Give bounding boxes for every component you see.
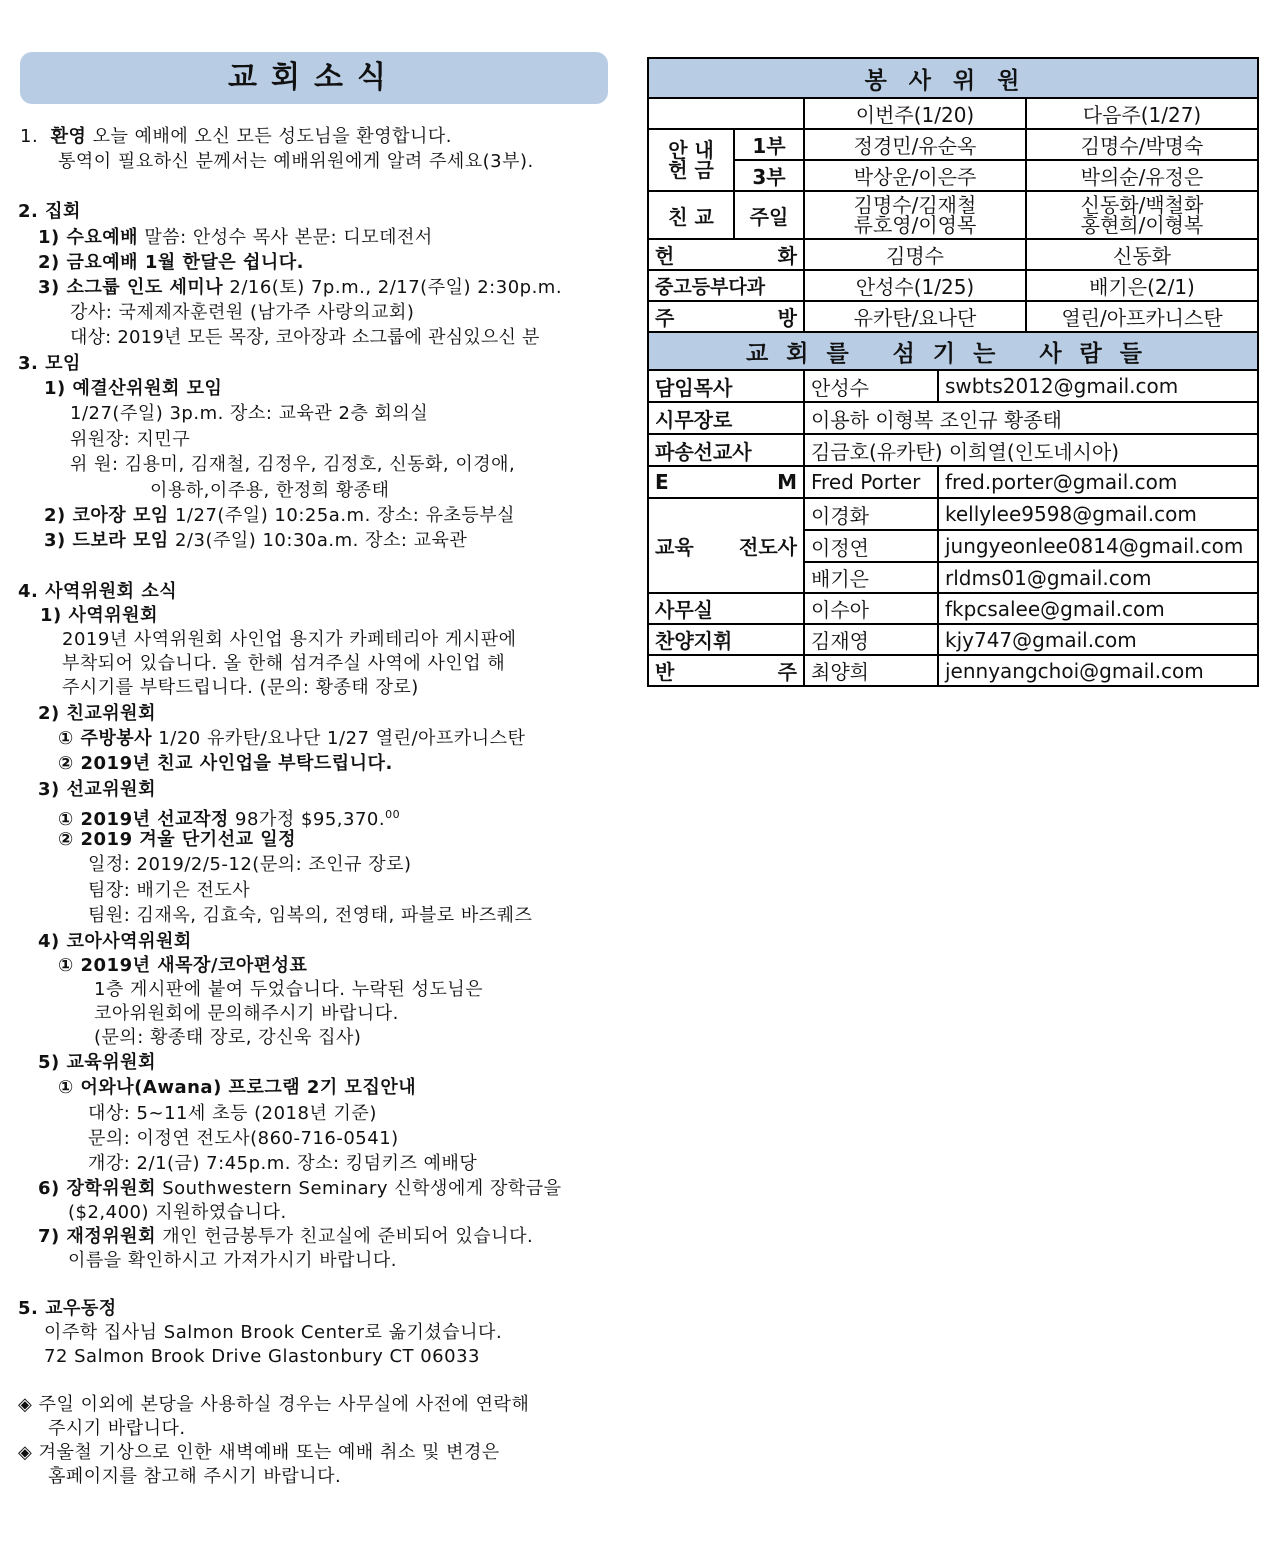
seminar-speaker: 강사: 국제제자훈련원 (남가주 사랑의교회) xyxy=(70,302,415,323)
staff-email[interactable]: rldms01@gmail.com xyxy=(938,562,1258,593)
fellowship-committee-title: 2) 친교위원회 xyxy=(38,703,156,724)
staff-email[interactable]: kjy747@gmail.com xyxy=(938,624,1258,655)
staff-table xyxy=(647,331,1259,687)
staff-title: 교회를 섬기는 사람들 xyxy=(648,332,1258,370)
budget-meeting-time: 1/27(주일) 3p.m. 장소: 교육관 2층 회의실 xyxy=(70,403,429,424)
r1-next: 김명수/박명숙 xyxy=(1026,129,1258,160)
budget-meeting-members: 위 원: 김용미, 김재철, 김정우, 김정호, 신동화, 이경애, xyxy=(70,454,516,475)
staff-name: 최양희 xyxy=(804,655,938,686)
meetings-heading: 3. 모임 xyxy=(18,353,81,374)
r4-next: 신동화 xyxy=(1026,239,1258,270)
ministry-committee-title: 1) 사역위원회 xyxy=(40,605,158,626)
staff-email[interactable]: kellylee9598@gmail.com xyxy=(938,498,1258,530)
awana-contact: 문의: 이정연 전도사(860-716-0541) xyxy=(88,1128,399,1149)
r5-next: 배기은(2/1) xyxy=(1026,270,1258,301)
r3-next: 신동화/백철화 홍현희/이형복 xyxy=(1026,191,1258,239)
this-week-header: 이번주(1/20) xyxy=(804,98,1026,129)
staff-email[interactable]: fred.porter@gmail.com xyxy=(938,466,1258,498)
role-missionaries: 파송선교사 xyxy=(648,434,804,466)
r1-this: 정경민/유순옥 xyxy=(804,129,1026,160)
role-choir-director: 찬양지휘 xyxy=(648,624,804,655)
core-roster-line-1: 1층 게시판에 붙여 두었습니다. 누락된 성도님은 xyxy=(94,979,484,1000)
fellowship-signup: ② 2019년 친교 사인업을 부탁드립니다. xyxy=(58,753,393,774)
staff-email[interactable]: jennyangchoi@gmail.com xyxy=(938,655,1258,686)
mission-schedule: 일정: 2019/2/5-12(문의: 조인규 장로) xyxy=(88,854,412,875)
scholarship-line-2: ($2,400) 지원하였습니다. xyxy=(68,1202,287,1223)
gathering-item-3: 3) 소그룹 인도 세미나 2/16(토) 7p.m., 2/17(주일) 2:30p.m. xyxy=(38,277,563,298)
usher-offering-label: 안 내 헌 금 xyxy=(648,129,734,191)
core-roster-title: ① 2019년 새목장/코아편성표 xyxy=(58,955,308,976)
note-2: ◈ 겨울철 기상으로 인한 새벽예배 또는 예배 취소 및 변경은 xyxy=(18,1442,500,1463)
note-2-line-2: 홈페이지를 참고해 주시기 바랍니다. xyxy=(48,1466,342,1487)
budget-meeting-title: 1) 예결산위원회 모임 xyxy=(44,378,223,399)
gathering-item-1: 1) 수요예배 말씀: 안성수 목사 본문: 디모데전서 xyxy=(38,227,433,248)
youth-snack-label: 중고등부다과 xyxy=(648,270,804,301)
ministry-committee-line-2: 부착되어 있습니다. 올 한해 섬겨주실 사역에 사인업 해 xyxy=(62,653,506,674)
budget-meeting-chair: 위원장: 지민구 xyxy=(70,429,191,450)
r6-next: 열린/아프카니스탄 xyxy=(1026,301,1258,332)
section-number: 1. xyxy=(20,126,39,147)
scholarship-line: 6) 장학위원회 Southwestern Seminary 신학생에게 장학금을 xyxy=(38,1178,562,1199)
mission-members: 팀원: 김재옥, 김효숙, 임복의, 전영태, 파블로 바즈퀘즈 xyxy=(88,905,533,926)
awana-target: 대상: 5~11세 초등 (2018년 기준) xyxy=(88,1103,377,1124)
gathering-heading: 2. 집회 xyxy=(18,201,81,222)
members-news-line-1: 이주학 집사님 Salmon Brook Center로 옮기셨습니다. xyxy=(44,1322,503,1343)
core-leader-meeting: 2) 코아장 모임 1/27(주일) 10:25a.m. 장소: 유초등부실 xyxy=(44,505,516,526)
service-volunteers-title: 봉사위원 xyxy=(648,58,1258,98)
r2-next: 박의순/유정은 xyxy=(1026,160,1258,191)
members-news-heading: 5. 교우동정 xyxy=(18,1298,117,1319)
core-roster-line-2: 코아위원회에 문의해주시기 바랍니다. xyxy=(94,1003,399,1024)
awana-start: 개강: 2/1(금) 7:45p.m. 장소: 킹덤키즈 예배당 xyxy=(88,1153,478,1174)
missionaries-names: 김금호(유카탄) 이희열(인도네시아) xyxy=(804,434,1258,466)
staff-name: 이경화 xyxy=(804,498,938,530)
welcome-text: 오늘 예배에 오신 모든 성도님을 환영합니다. xyxy=(92,126,452,147)
note-1: ◈ 주일 이외에 본당을 사용하실 경우는 사무실에 사전에 연락해 xyxy=(18,1394,530,1415)
ministry-heading: 4. 사역위원회 소식 xyxy=(18,581,178,602)
role-accompanist: 반 주 xyxy=(648,655,804,686)
short-term-mission-title: ② 2019 겨울 단기선교 일정 xyxy=(58,829,297,850)
staff-email[interactable]: fkpcsalee@gmail.com xyxy=(938,593,1258,624)
role-senior-pastor: 담임목사 xyxy=(648,370,804,402)
mission-leader: 팀장: 배기은 전도사 xyxy=(88,880,251,901)
third-service-label: 3부 xyxy=(734,160,804,191)
role-education-pastor: 교육 전도사 xyxy=(648,498,804,593)
core-ministry-title: 4) 코아사역위원회 xyxy=(38,931,192,952)
church-news-title: 교회소식 xyxy=(20,52,608,104)
sunday-label: 주일 xyxy=(734,191,804,239)
ministry-committee-line-1: 2019년 사역위원회 사인업 용지가 카페테리아 게시판에 xyxy=(62,629,517,650)
welcome-line xyxy=(20,126,452,148)
diamond-bullet-icon: ◈ xyxy=(18,1394,33,1415)
staff-email[interactable]: swbts2012@gmail.com xyxy=(938,370,1258,402)
finance-line: 7) 재정위원회 개인 헌금봉투가 친교실에 준비되어 있습니다. xyxy=(38,1226,534,1247)
staff-name: 이정연 xyxy=(804,530,938,562)
service-volunteers-table xyxy=(647,57,1259,333)
kitchen-service: ① 주방봉사 1/20 유카탄/요나단 1/27 열린/아프카니스탄 xyxy=(58,728,526,749)
gathering-item-2: 2) 금요예배 1월 한달은 쉽니다. xyxy=(38,252,304,273)
members-news-line-2: 72 Salmon Brook Drive Glastonbury CT 06033 xyxy=(44,1346,480,1367)
role-elders: 시무장로 xyxy=(648,402,804,434)
staff-email[interactable]: jungyeonlee0814@gmail.com xyxy=(938,530,1258,562)
fellowship-label: 친 교 xyxy=(648,191,734,239)
role-em: E M xyxy=(648,466,804,498)
note-1-line-2: 주시기 바랍니다. xyxy=(48,1418,186,1439)
r5-this: 안성수(1/25) xyxy=(804,270,1026,301)
awana-title: ① 어와나(Awana) 프로그램 2기 모집안내 xyxy=(58,1077,417,1098)
core-roster-line-3: (문의: 황종태 장로, 강신욱 집사) xyxy=(94,1027,362,1048)
role-office: 사무실 xyxy=(648,593,804,624)
staff-name: 안성수 xyxy=(804,370,938,402)
staff-name: Fred Porter xyxy=(804,466,938,498)
welcome-label: 환영 xyxy=(50,126,87,147)
r6-this: 유카탄/요나단 xyxy=(804,301,1026,332)
deborah-meeting: 3) 드보라 모임 2/3(주일) 10:30a.m. 장소: 교육관 xyxy=(44,530,468,551)
diamond-bullet-icon: ◈ xyxy=(18,1442,33,1463)
r2-this: 박상운/이은주 xyxy=(804,160,1026,191)
kitchen-label: 주 방 xyxy=(648,301,804,332)
ministry-committee-line-3: 주시기를 부탁드립니다. (문의: 황종태 장로) xyxy=(62,677,419,698)
mission-pledge: ① 2019년 선교작정 98가정 $95,370.00 xyxy=(58,808,401,830)
education-committee-title: 5) 교육위원회 xyxy=(38,1052,156,1073)
volunteer-and-staff-tables xyxy=(647,57,1257,687)
next-week-header: 다음주(1/27) xyxy=(1026,98,1258,129)
mission-committee-title: 3) 선교위원회 xyxy=(38,779,156,800)
elders-names: 이용하 이형복 조인규 황종태 xyxy=(804,402,1258,434)
staff-name: 이수아 xyxy=(804,593,938,624)
flower-label: 헌 화 xyxy=(648,239,804,270)
seminar-audience: 대상: 2019년 모든 목장, 코아장과 소그룹에 관심있으신 분 xyxy=(70,327,540,348)
staff-name: 김재영 xyxy=(804,624,938,655)
first-service-label: 1부 xyxy=(734,129,804,160)
r4-this: 김명수 xyxy=(804,239,1026,270)
staff-name: 배기은 xyxy=(804,562,938,593)
welcome-line-2: 통역이 필요하신 분께서는 예배위원에게 알려 주세요(3부). xyxy=(58,151,534,172)
budget-meeting-members-2: 이용하,이주용, 한정희 황종태 xyxy=(150,480,390,501)
finance-line-2: 이름을 확인하시고 가져가시기 바랍니다. xyxy=(68,1250,397,1271)
r3-this: 김명수/김재철 류호영/이영목 xyxy=(804,191,1026,239)
